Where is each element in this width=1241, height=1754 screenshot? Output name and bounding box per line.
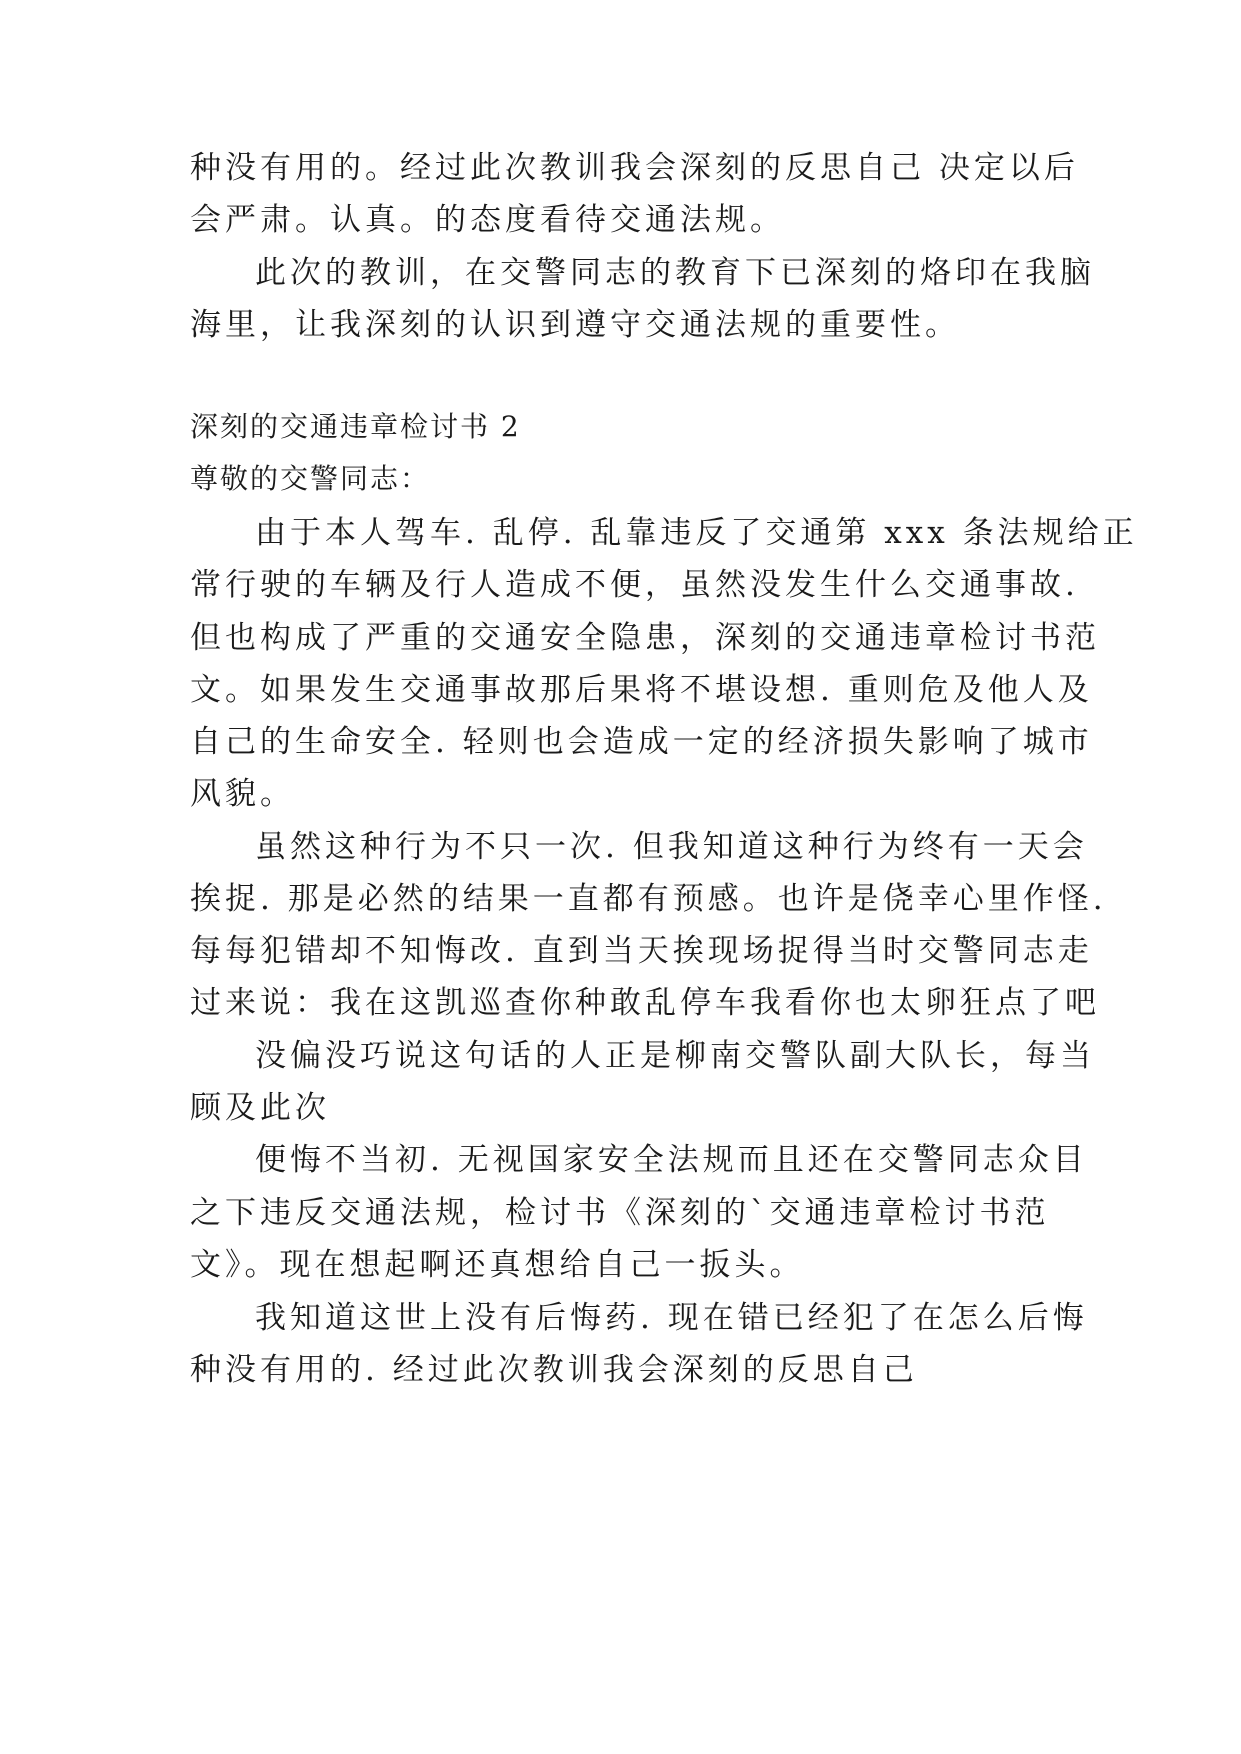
text-line: 顾及此次 (190, 1090, 330, 1126)
text-line: 虽然这种行为不只一次. 但我知道这种行为终有一天会 (255, 829, 1088, 865)
text-line: 种没有用的. 经过此次教训我会深刻的反思自己 (190, 1352, 918, 1388)
text-line: 风貌。 (190, 776, 295, 812)
text-line: 文》。现在想起啊还真想给自己一扳头。 (190, 1247, 805, 1283)
text-line: 会严肃。认真。的态度看待交通法规。 (190, 202, 785, 238)
text-line: 没偏没巧说这句话的人正是柳南交警队副大队长，每当 (255, 1038, 1095, 1074)
text-line: 但也构成了严重的交通安全隐患，深刻的交通违章检讨书范 (190, 620, 1100, 656)
text-line: 种没有用的。经过此次教训我会深刻的反思自己 决定以后 (190, 150, 1079, 186)
text-line: 自己的生命安全. 轻则也会造成一定的经济损失影响了城市 (190, 724, 1093, 760)
text-line: 之下违反交通法规，检讨书《深刻的`交通违章检讨书范 (190, 1195, 1050, 1231)
text-line: 由于本人驾车. 乱停. 乱靠违反了交通第 xxx 条法规给正 (255, 515, 1138, 551)
text-line: 文。如果发生交通事故那后果将不堪设想. 重则危及他人及 (190, 672, 1093, 708)
text-line: 每每犯错却不知悔改. 直到当天挨现场捉得当时交警同志走 (190, 933, 1093, 969)
text-line: 常行驶的车辆及行人造成不便，虽然没发生什么交通事故. (190, 567, 1079, 603)
salutation: 尊敬的交警同志： (190, 462, 431, 495)
text-line: 便悔不当初. 无视国家安全法规而且还在交警同志众目 (255, 1142, 1088, 1178)
text-line: 海里，让我深刻的认识到遵守交通法规的重要性。 (190, 307, 960, 343)
text-line: 此次的教训，在交警同志的教育下已深刻的烙印在我脑 (255, 255, 1095, 291)
text-line: 过来说：我在这凯巡查你种敢乱停车我看你也太卵狂点了吧 (190, 985, 1100, 1021)
section-heading: 深刻的交通违章检讨书 2 (190, 410, 521, 443)
text-line: 我知道这世上没有后悔药. 现在错已经犯了在怎么后悔 (255, 1300, 1088, 1336)
text-line: 挨捉. 那是必然的结果一直都有预感。也许是侥幸心里作怪. (190, 881, 1107, 917)
